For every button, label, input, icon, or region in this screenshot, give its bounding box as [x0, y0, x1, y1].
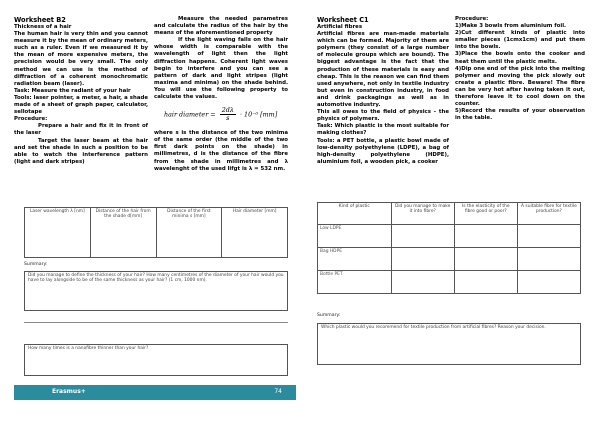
procedure-step-5: 5)Record the results of your observation in the table.: [455, 108, 585, 122]
table-header-hair-diameter: Hair diameter [mm]: [222, 208, 288, 258]
diffraction-paragraph: If the light waving falls on the hair whose width is comparable with the wavelength of light then the light diffraction happens. Coherent light waves begin to interfere and you can see a pattern of dark and light stripes (light maxima and minima) on the shade behind. You will use the following property to calculate the values.: [154, 37, 288, 101]
worksheet-c1-title: Worksheet C1: [317, 16, 369, 24]
procedure-step-4: 4)Dip one end of the pick into the melting polymer and moving the pick slowly out create a plastic fibre. Beware! The fibre can be very hot after having taken it out, therefore leave it to cool down on the counter.: [455, 65, 585, 108]
summary-label: Summary:: [317, 313, 341, 318]
row-label-hdpe: Bag HDPE: [318, 248, 392, 271]
table-header-kind: Kind of plastic: [318, 203, 392, 225]
table-header-distance-d: Distance of the hair from the shade d[mm]: [90, 208, 156, 258]
table-header-distance-s: Distance of the first minima s [mm]: [156, 208, 222, 258]
left-col2: [154, 16, 288, 173]
procedure-step-1: 1)Make 3 bowls from aluminium foil.: [455, 23, 567, 30]
table-cell[interactable]: [391, 271, 454, 294]
summary-box[interactable]: [24, 271, 288, 311]
procedure-label: Procedure:: [14, 116, 48, 123]
table-header-elasticity: Is the elasticity of the fibre good or poor?: [454, 203, 517, 225]
row-label-pet: Bottle PET: [318, 271, 392, 294]
page-footer: [14, 385, 296, 400]
table-cell[interactable]: [454, 248, 517, 271]
formula-fraction: [220, 107, 236, 122]
worksheet-c1-tools: Tools: a PET bottle, a plastic bowl made of low-density polyethylene (LDPE), a bag of high-density polyethylene (HDPE), aluminium foil, a wooden pick, a cooker: [317, 137, 449, 165]
page-number: 74: [274, 388, 282, 395]
table-cell[interactable]: [517, 248, 580, 271]
procedure-step-3: 3)Place the bowls onto the cooker and heat them until the plastic melts.: [455, 51, 585, 65]
right-page: [300, 0, 600, 424]
table-cell[interactable]: [454, 225, 517, 248]
table-cell[interactable]: [454, 271, 517, 294]
table-cell[interactable]: [391, 225, 454, 248]
formula-explanation: where s is the distance of the two minima of the same order (the middle of the two first dark points on the shade) in millimetres, d is the distance of the fibre from the shade in millimetres and λ wavelenght of the used lifgt is λ = 532 nm.: [154, 130, 288, 172]
measure-paragraph: Measure the needed parametres and calculate the radius of the hair by the means of the aforementioned property: [154, 16, 288, 37]
right-col2: [455, 16, 585, 122]
left-col1: [14, 16, 148, 166]
worksheet-b2-tools: Tools: laser pointer, a meter, a hair, a shade made of a sheet of graph paper, calculator, sellotape: [14, 94, 148, 116]
summary-box[interactable]: [317, 323, 581, 365]
plastic-results-table: [317, 202, 581, 294]
table-header-fibre: Did you manage to make it into fibre?: [391, 203, 454, 225]
worksheet-c1-task: Task: Which plastic is the most suitable for making clothes?: [317, 123, 449, 137]
row-label-ldpe: Low LDPE: [318, 225, 392, 248]
nanofibre-question: How many times is a nanofibre thinner than your hair?: [28, 346, 149, 351]
procedure-step-2: 2)Cut different kinds of plastic into smaller pieces (1cmx1cm) and put them into the bowls.: [455, 30, 585, 51]
worksheet-c1-physics: This all owes to the field of physics - the physics of polymers.: [317, 109, 449, 123]
summary-label: Summary:: [24, 262, 48, 267]
hair-diameter-formula: [164, 107, 288, 122]
table-header-wavelength: Laser wavelength λ [nm]: [25, 208, 91, 258]
table-cell[interactable]: [391, 248, 454, 271]
table-header-suitable: A suitable fibre for textile production?: [517, 203, 580, 225]
worksheet-c1-subtitle: Artificial fibres: [317, 24, 363, 30]
formula-lhs: hair diameter =: [164, 110, 216, 119]
worksheet-b2-subtitle: Thickness of a hair: [14, 24, 72, 30]
formula-denominator: s: [226, 114, 230, 123]
worksheet-b2-intro: The human hair is very thin and you cannot measure it by the mean of ordinary meters, such as a ruler. Even if we measured it by the mean of more expensive meters, the precision would be very small. The only method we can use is the method of diffraction of a coherent monochromatic radiation beam (laser).: [14, 31, 148, 87]
formula-numerator: 2dλ: [221, 106, 234, 115]
erasmus-logo-text: Erasmus+: [52, 388, 86, 395]
worksheet-b2-title: Worksheet B2: [14, 16, 66, 24]
table-cell[interactable]: [517, 225, 580, 248]
table-cell[interactable]: [517, 271, 580, 294]
procedure-step-1: Prepare a hair and fix it in front of the laser: [14, 123, 148, 137]
right-col1: [317, 16, 449, 166]
summary-question: Did you manage to define the thickness of your hair? How many centimetres of the diameter of your hair would you have to lay alongside to be of the same thickness as your hair? (1 cm, 1000 nm).: [28, 273, 284, 284]
nanofibre-answer-box[interactable]: [24, 344, 288, 376]
worksheet-c1-intro: Artificial fibres are man-made materials which can be formed. Majority of them are polymers (they consist of a large number of molecule groups which are bound). The biggest advantage is the fact that the production of these materials is easy and cheap. This is the reason we can find them used anywhere, not only in textile industry but even in construction industry, in food and drink packagings as well as in automotive industry.: [317, 31, 449, 109]
worksheet-b2-task: Task: Measure the radiant of your hair: [14, 87, 131, 94]
separator-line: [24, 322, 288, 323]
formula-rhs: · 10⁻⁶ [mm]: [239, 110, 278, 119]
procedure-step-2: Target the laser beam at the hair and set the shade in such a position to be able to watch the interference pattern (light and dark stripes): [14, 137, 148, 165]
summary-question: Which plastic would you recommend for textile production from artificial fibres? Reason your decision.: [321, 325, 546, 330]
procedure-label: Procedure:: [455, 16, 489, 22]
hair-measurement-table: [24, 207, 288, 258]
